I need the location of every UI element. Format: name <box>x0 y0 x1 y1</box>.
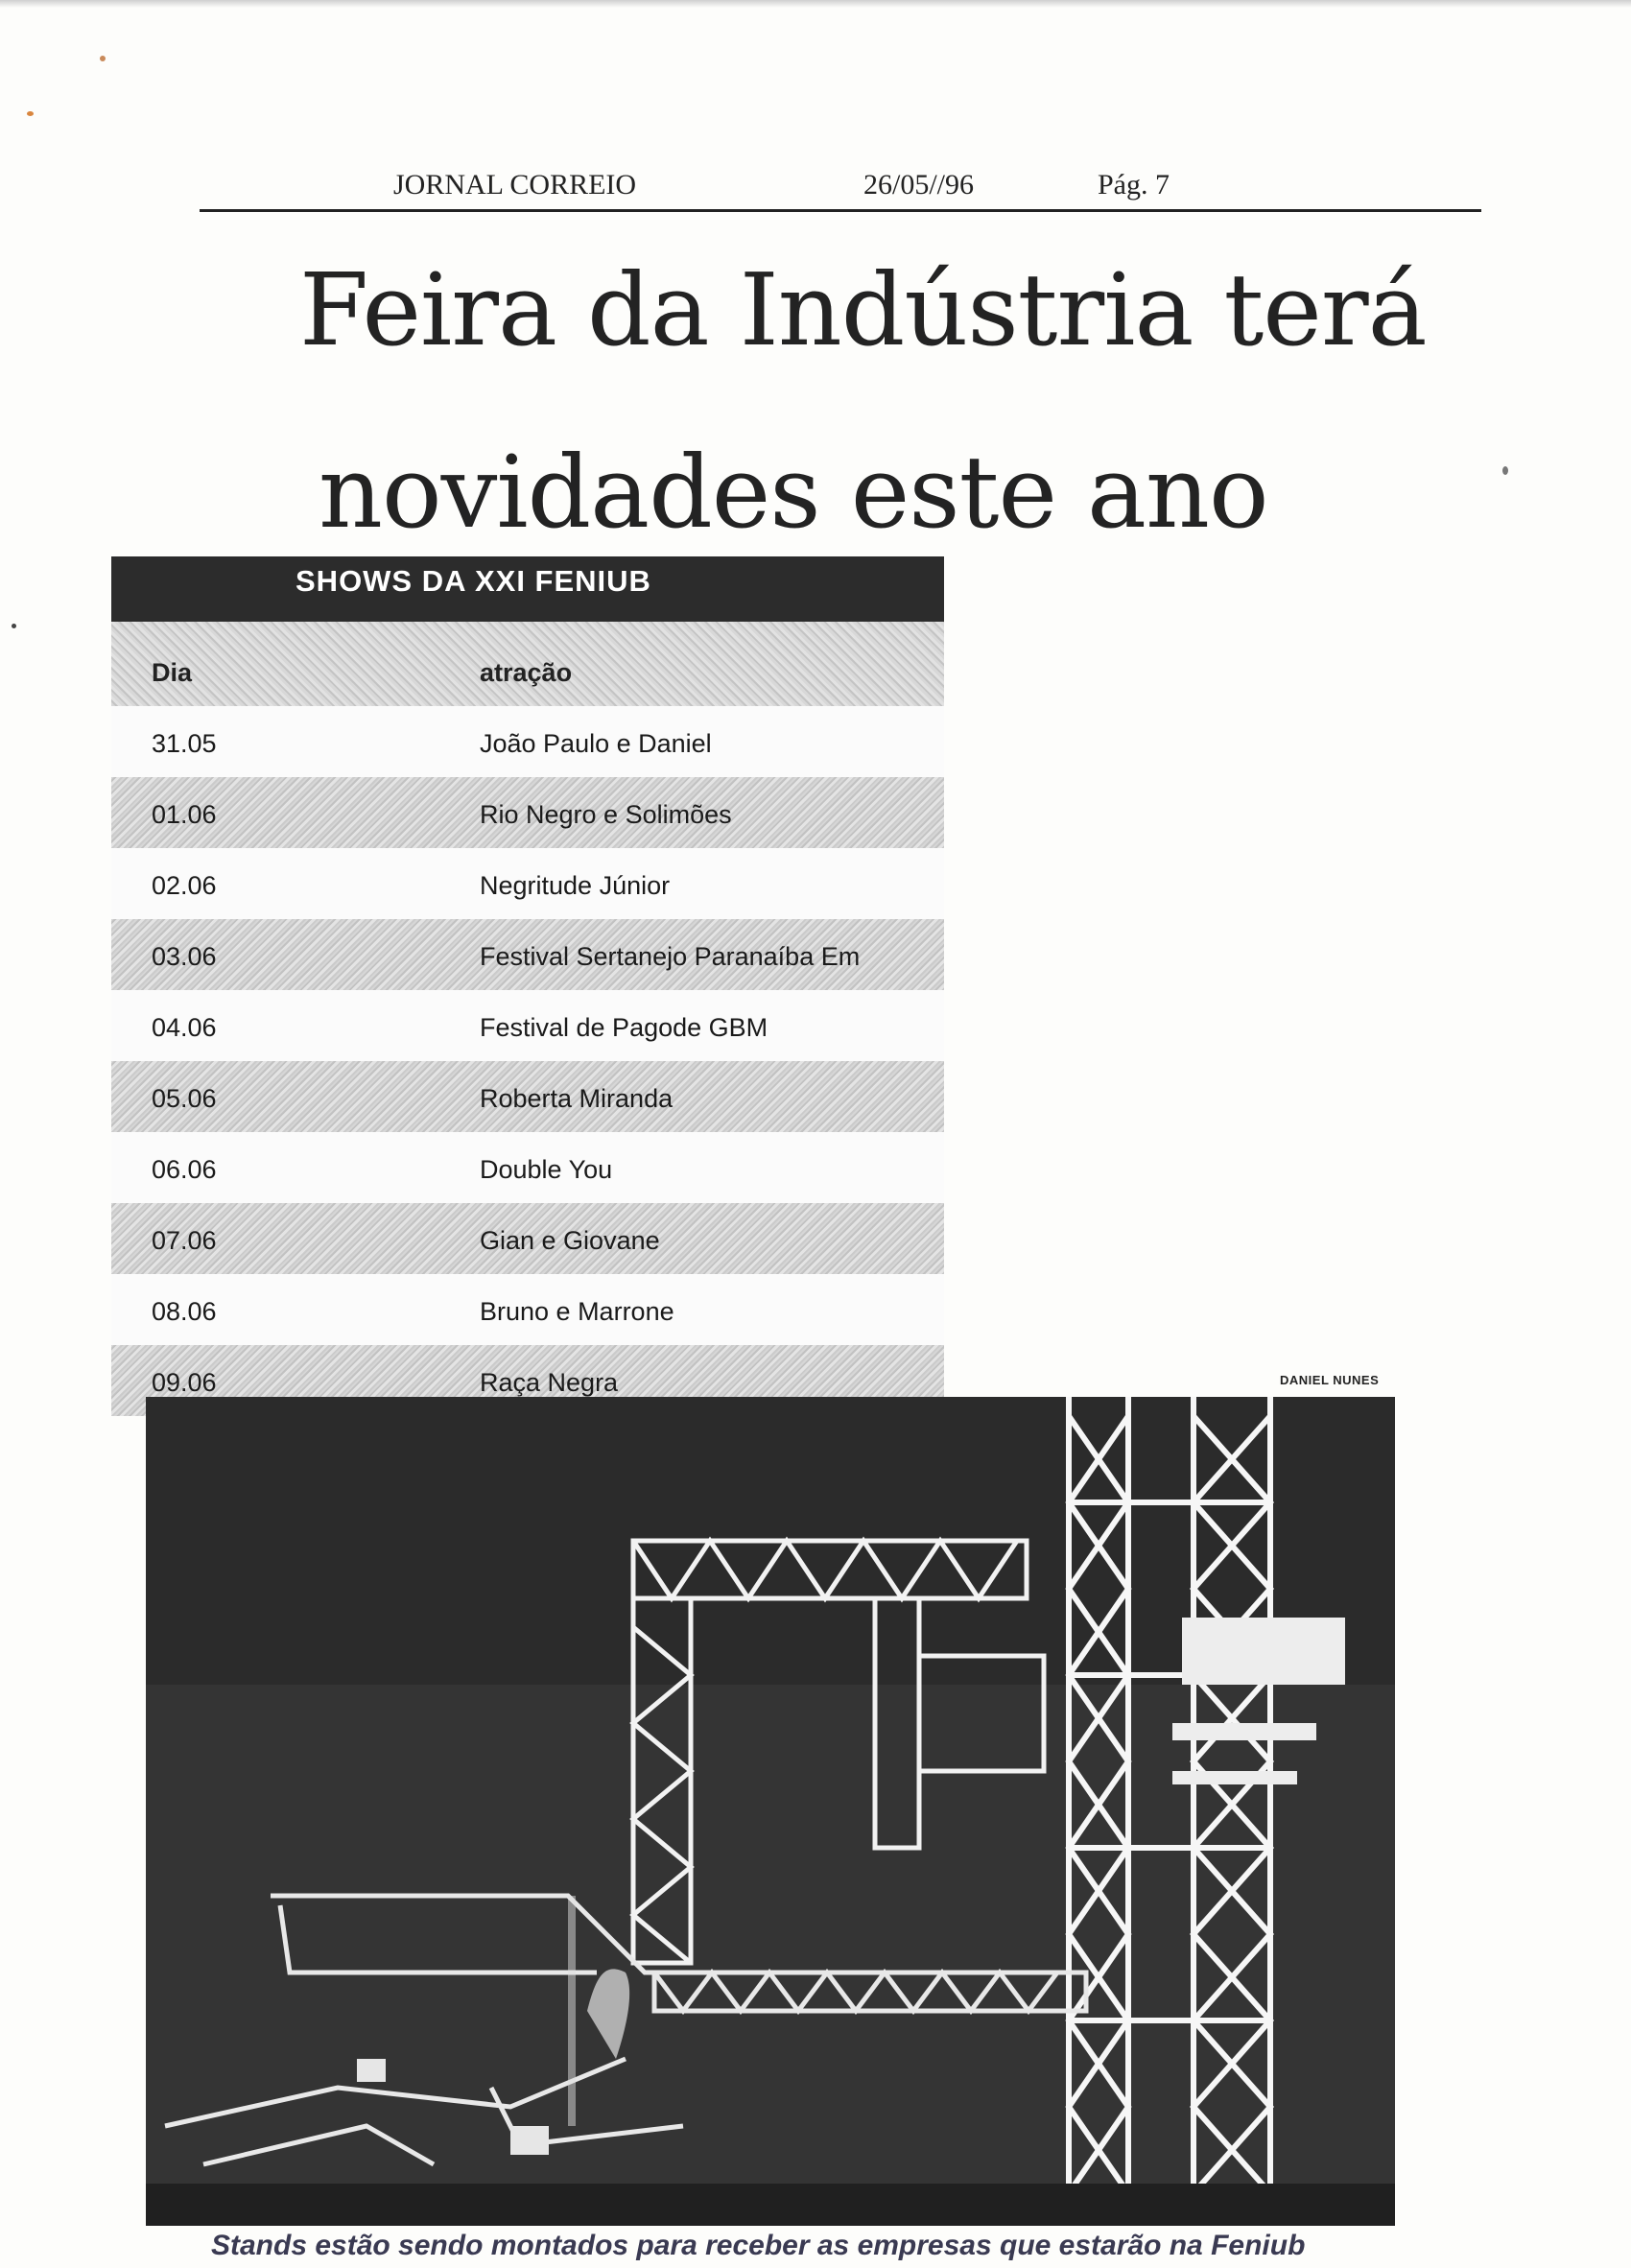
show-day: 02.06 <box>152 871 217 900</box>
show-day: 03.06 <box>152 942 217 971</box>
show-attraction: Double You <box>480 1155 613 1184</box>
table-row <box>111 777 944 848</box>
show-day: 09.06 <box>152 1368 217 1397</box>
show-attraction: Roberta Miranda <box>480 1084 674 1113</box>
show-day: 05.06 <box>152 1084 217 1113</box>
scan-speck <box>100 56 106 61</box>
table-row <box>111 848 944 919</box>
show-attraction: Gian e Giovane <box>480 1226 660 1255</box>
show-day: 04.06 <box>152 1013 217 1042</box>
show-attraction: Festival de Pagode GBM <box>480 1013 768 1042</box>
scan-top-edge <box>0 0 1631 8</box>
column-header-day: Dia <box>152 658 193 687</box>
show-day: 07.06 <box>152 1226 217 1255</box>
photo-illustration <box>146 1397 1395 2226</box>
shows-table-title: SHOWS DA XXI FENIUB <box>111 556 944 622</box>
scan-speck <box>12 624 16 628</box>
newspaper-name: JORNAL CORREIO <box>393 169 637 201</box>
table-row <box>111 1203 944 1274</box>
show-day: 01.06 <box>152 800 217 829</box>
table-row <box>111 706 944 777</box>
show-day: 06.06 <box>152 1155 217 1184</box>
article-headline <box>299 219 1575 583</box>
show-attraction: Festival Sertanejo Paranaíba Em <box>480 942 861 971</box>
shows-table <box>111 556 944 1416</box>
show-attraction: João Paulo e Daniel <box>480 729 712 758</box>
show-day: 31.05 <box>152 729 217 758</box>
headline-line-2: novidades este ano <box>319 434 1268 551</box>
table-row <box>111 1061 944 1132</box>
show-attraction: Bruno e Marrone <box>480 1297 674 1326</box>
show-day: 08.06 <box>152 1297 217 1326</box>
page-number: Pág. 7 <box>1098 169 1170 201</box>
clipping-header <box>200 165 1481 212</box>
table-row <box>111 990 944 1061</box>
stage-construction-photo <box>146 1397 1395 2226</box>
table-row <box>111 1274 944 1345</box>
headline-line-1: Feira da Indústria terá <box>299 251 1427 368</box>
table-row <box>111 1132 944 1203</box>
column-header-attraction: atração <box>480 658 573 687</box>
shows-table-header <box>111 622 944 706</box>
scan-speck <box>27 111 34 116</box>
show-attraction: Raça Negra <box>480 1368 619 1397</box>
table-row <box>111 919 944 990</box>
publication-date: 26/05//96 <box>863 169 975 201</box>
photo-credit: DANIEL NUNES <box>1280 1373 1380 1387</box>
show-attraction: Rio Negro e Solimões <box>480 800 732 829</box>
photo-caption: Stands estão sendo montados para receber as empresas que estarão na Feniub <box>211 2230 1306 2261</box>
show-attraction: Negritude Júnior <box>480 871 671 900</box>
